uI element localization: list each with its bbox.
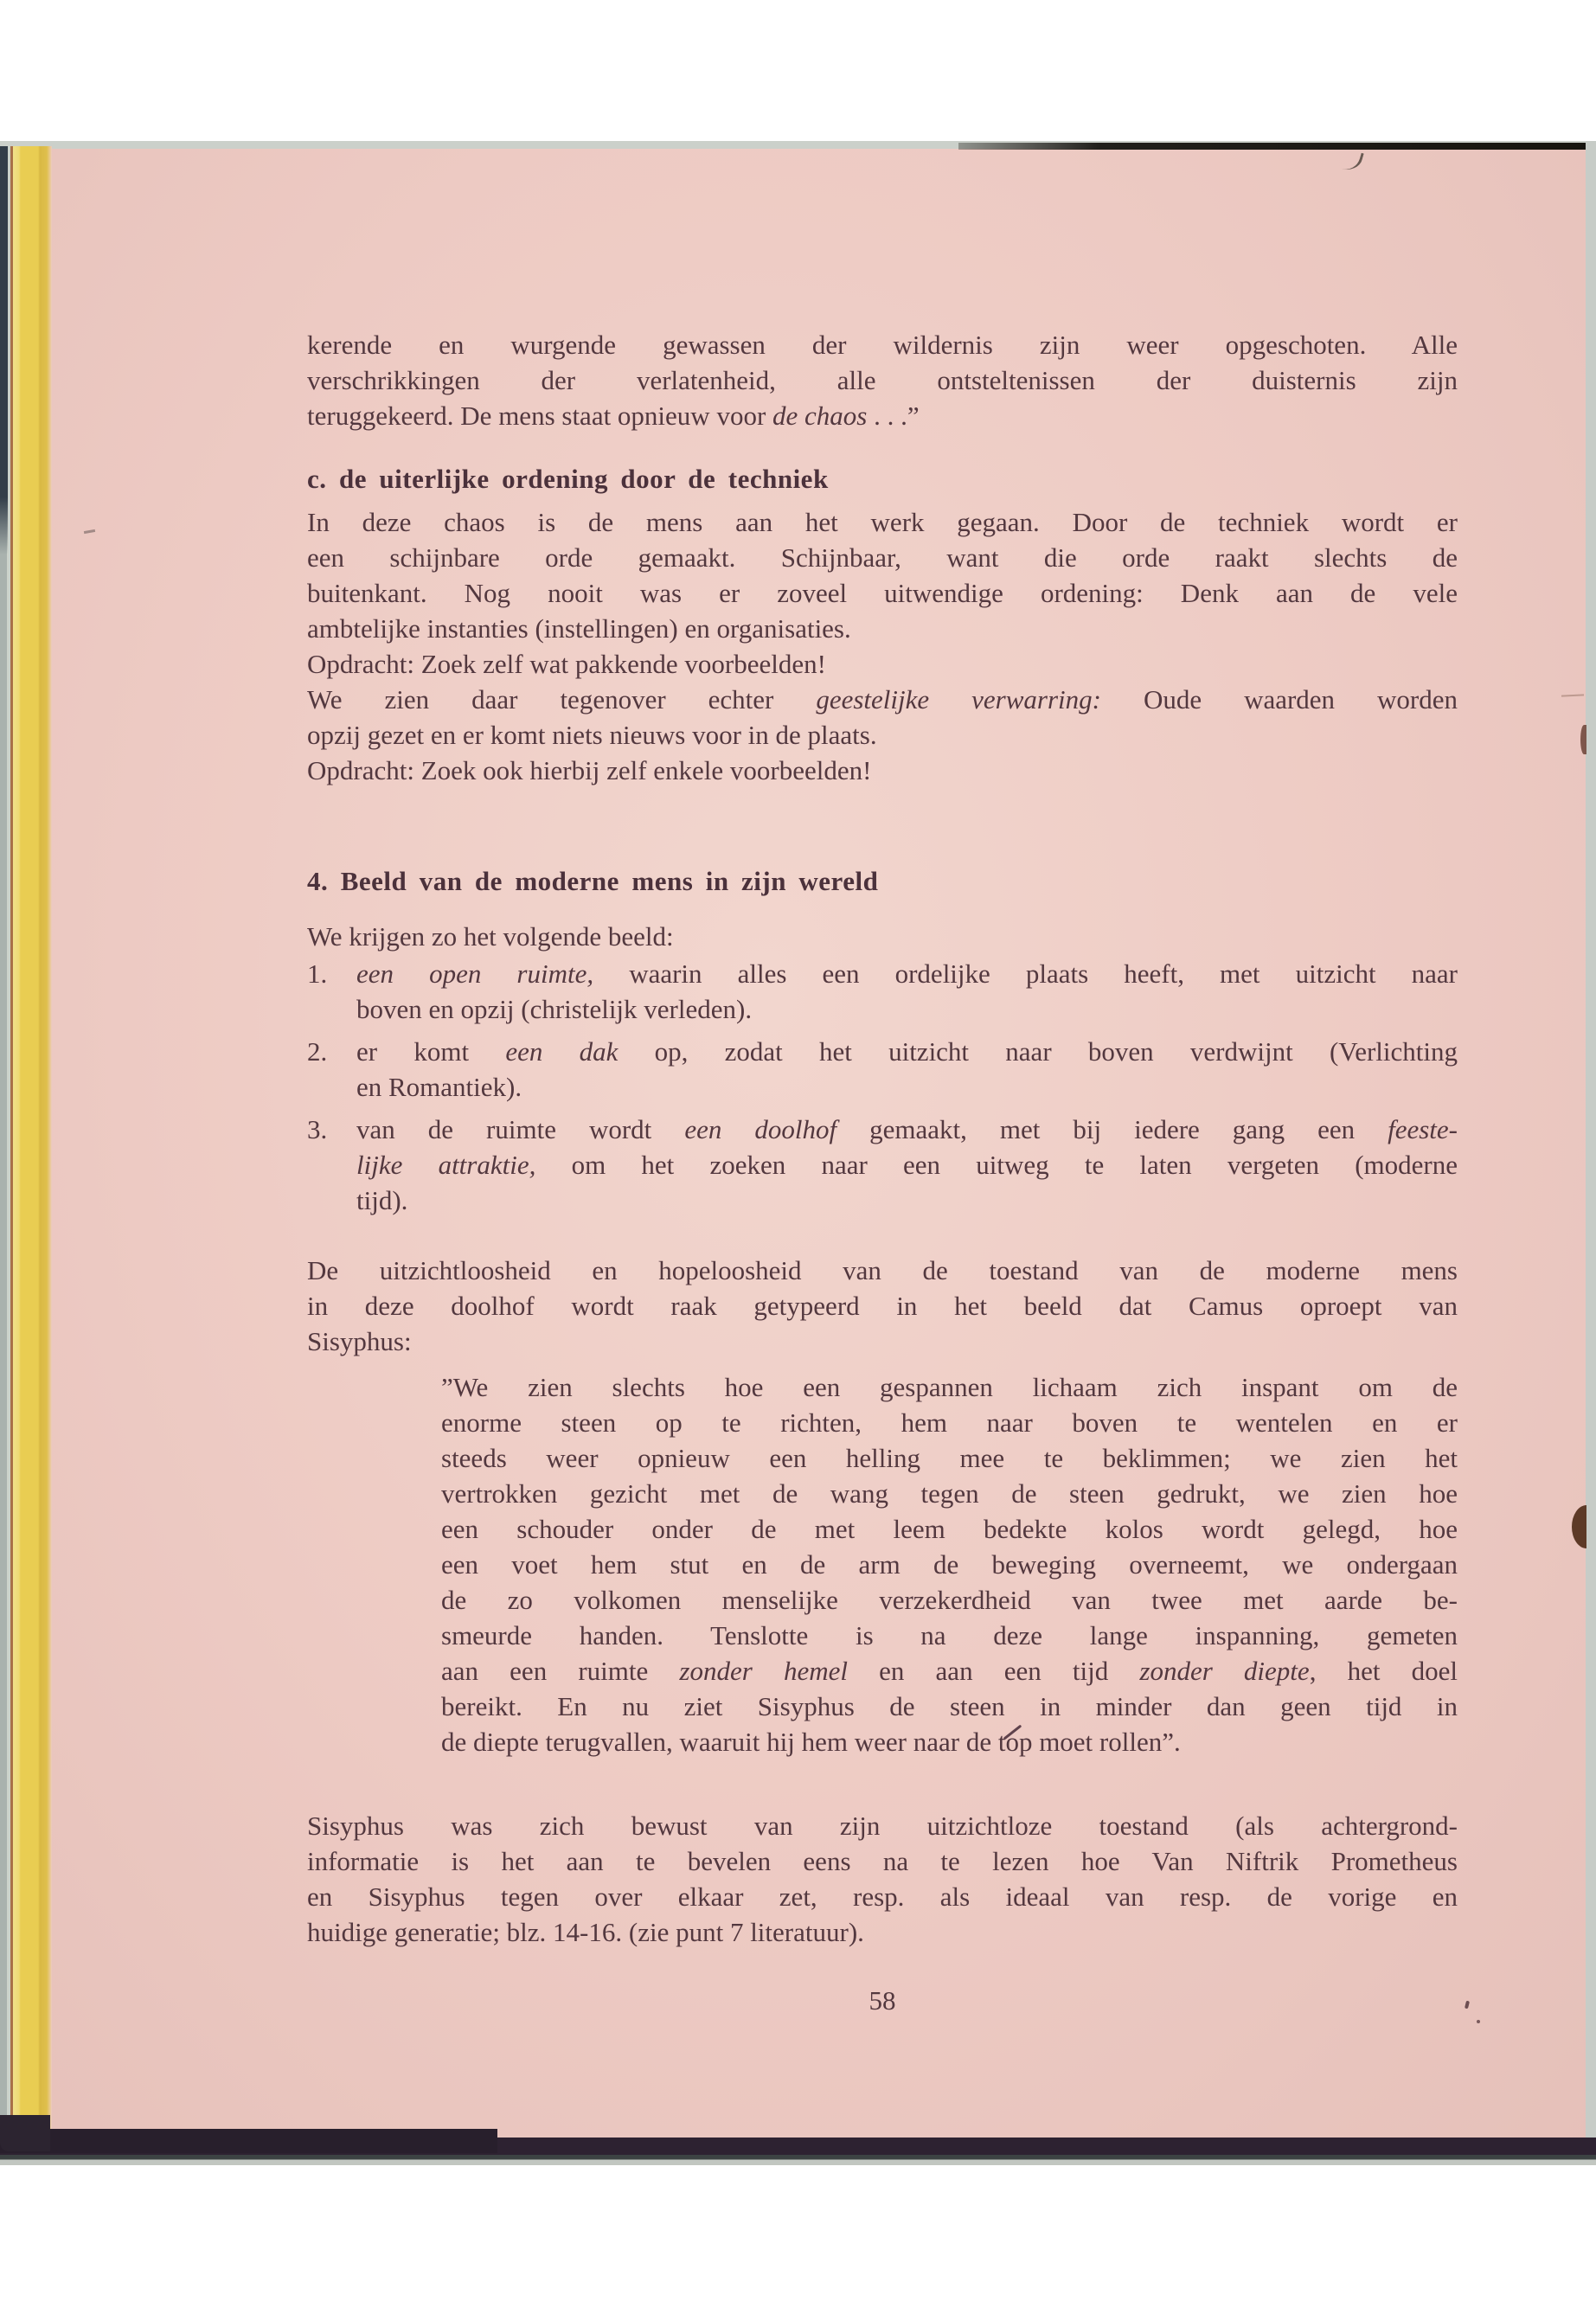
text-line <box>441 1476 1458 1511</box>
text: Opdracht: Zoek zelf wat pakkende voorbeelden! <box>307 649 826 679</box>
text: op, zodat het uitzicht naar boven verdwijnt (Verlichting <box>618 1036 1458 1067</box>
list-marker: 3. <box>307 1114 328 1144</box>
text-line <box>307 327 1458 362</box>
text: kerende en wurgende gewassen der wildernis zijn weer opgeschoten. Alle <box>307 330 1458 360</box>
text-line <box>356 956 1458 991</box>
heading-4-beeld-moderne-mens <box>307 863 1458 899</box>
paragraph-geestelijke-verwarring <box>307 682 1458 753</box>
text-line <box>307 461 1458 497</box>
scan-artifact-dot <box>1477 2020 1480 2023</box>
text-line <box>307 919 1458 954</box>
text: teruggekeerd. De mens staat opnieuw voor <box>307 401 773 431</box>
text: We zien daar tegenover echter <box>307 684 817 715</box>
text: De uitzichtloosheid en hopeloosheid van de toestand van de moderne mens <box>307 1255 1458 1285</box>
text-line <box>441 1440 1458 1476</box>
text: enorme steen op te richten, hem naar boven te wentelen en er <box>441 1407 1458 1438</box>
text: bereikt. En nu ziet Sisyphus de steen in minder dan geen tijd in <box>441 1691 1458 1721</box>
list-marker: 2. <box>307 1036 328 1067</box>
list-item <box>307 1112 1458 1218</box>
text: Sisyphus was zich bewust van zijn uitzichtloze toestand (als achtergrond- <box>307 1811 1458 1841</box>
text: ”We zien slechts hoe een gespannen lichaam zich inspant om de <box>441 1372 1458 1402</box>
text: c. de uiterlijke ordening door de techniek <box>307 464 829 494</box>
text-line <box>356 1112 1458 1147</box>
list-item <box>307 1034 1458 1105</box>
list-marker: 1. <box>307 958 328 989</box>
text-line <box>356 1034 1458 1069</box>
book-bottom-left-corner <box>0 2115 50 2151</box>
text: We krijgen zo het volgende beeld: <box>307 921 674 952</box>
text: en Sisyphus tegen over elkaar zet, resp. als ideaal van resp. de vorige en <box>307 1881 1458 1912</box>
page-number: 58 <box>869 1985 896 2016</box>
text-line <box>307 863 1458 899</box>
text: steeds weer opnieuw een helling mee te beklimmen; we zien het <box>441 1443 1458 1473</box>
list-item <box>307 956 1458 1027</box>
text: waarin alles een ordelijke plaats heeft, met uitzicht naar <box>593 958 1458 989</box>
book-page-photo <box>0 141 1596 2165</box>
text: en aan een tijd <box>847 1656 1140 1686</box>
text: de zo volkomen menselijke verzekerdheid van twee met aarde be- <box>441 1585 1458 1615</box>
page-text-column <box>307 327 1458 2018</box>
text-line <box>441 1405 1458 1440</box>
text: een schijnbare orde gemaakt. Schijnbaar, want die orde raakt slechts de <box>307 542 1458 573</box>
text: opzij gezet en er komt niets nieuws voor in de plaats. <box>307 720 877 750</box>
text: boven en opzij (christelijk verleden). <box>356 994 753 1024</box>
paragraph-opdracht-2 <box>307 753 1458 788</box>
text-line <box>307 646 1458 682</box>
text: . . .” <box>867 401 920 431</box>
scan-artifact-right-large <box>1572 1505 1586 1548</box>
text-line <box>307 1324 1458 1359</box>
text: er komt <box>356 1036 506 1067</box>
photo-right-margin <box>1586 141 1596 2165</box>
text: vertrokken gezicht met de wang tegen de steen gedrukt, we zien hoe <box>441 1478 1458 1509</box>
text: aan een ruimte <box>441 1656 680 1686</box>
text-line <box>356 1183 1458 1218</box>
text-line <box>307 575 1458 611</box>
italic-text: geestelijke verwarring: <box>816 684 1101 715</box>
text: in deze doolhof wordt raak getypeerd in het beeld dat Camus oproept van <box>307 1291 1458 1321</box>
text-line <box>441 1689 1458 1724</box>
numbered-list-beeld <box>307 956 1458 1218</box>
text-line <box>356 1069 1458 1105</box>
text-line <box>307 540 1458 575</box>
text: tijd). <box>356 1185 408 1215</box>
book-left-cover-edge <box>0 146 8 554</box>
text: verschrikkingen der verlatenheid, alle ontsteltenissen der duisternis zijn <box>307 365 1458 395</box>
text: Sisyphus: <box>307 1326 412 1356</box>
italic-text: een dak <box>505 1036 619 1067</box>
text: 4. Beeld van de moderne mens in zijn wereld <box>307 866 879 896</box>
paragraph-slot <box>307 1808 1458 1950</box>
text: In deze chaos is de mens aan het werk gegaan. Door de techniek wordt er <box>307 507 1458 537</box>
scan-artifact-dash <box>84 529 95 534</box>
book-bottom-edge-step <box>0 2129 497 2153</box>
paragraph-quote-continuation <box>307 327 1458 433</box>
italic-text: lijke attraktie, <box>356 1150 536 1180</box>
text-line <box>356 991 1458 1027</box>
italic-text: feeste- <box>1388 1114 1458 1144</box>
text: smeurde handen. Tenslotte is na deze lange inspanning, gemeten <box>441 1620 1458 1650</box>
text: buitenkant. Nog nooit was er zoveel uitwendige ordening: Denk aan de vele <box>307 578 1458 608</box>
italic-text: zonder hemel <box>679 1656 848 1686</box>
italic-text: een open ruimte, <box>356 958 594 989</box>
italic-text: zonder diepte <box>1139 1656 1310 1686</box>
text-line <box>356 1147 1458 1183</box>
text: de diepte terugvallen, waaruit hij hem weer naar de top moet rollen”. <box>441 1727 1181 1757</box>
text: en Romantiek). <box>356 1072 522 1102</box>
text-line <box>441 1547 1458 1582</box>
text-line <box>441 1369 1458 1405</box>
text-line <box>307 362 1458 398</box>
text-line <box>307 504 1458 540</box>
paragraph-techniek <box>307 504 1458 646</box>
text-line <box>307 1914 1458 1950</box>
heading-c-uiterlijke-ordening <box>307 461 1458 497</box>
scan-artifact-right-small <box>1580 725 1586 754</box>
text: , het doel <box>1309 1656 1458 1686</box>
text-line <box>441 1618 1458 1653</box>
blockquote-sisyphus <box>441 1369 1458 1759</box>
text: ambtelijke instanties (instellingen) en organisaties. <box>307 613 851 644</box>
text: huidige generatie; blz. 14-16. (zie punt 7 literatuur). <box>307 1917 864 1947</box>
book-left-page-edges <box>0 146 52 2165</box>
text-line <box>307 753 1458 788</box>
text: Opdracht: Zoek ook hierbij zelf enkele voorbeelden! <box>307 755 872 785</box>
text: een schouder onder de met leem bedekte kolos wordt gelegd, hoe <box>441 1514 1458 1544</box>
scan-scribble-mark <box>1334 146 1363 173</box>
text-line <box>441 1582 1458 1618</box>
text: van de ruimte wordt <box>356 1114 685 1144</box>
text: informatie is het aan te bevelen eens na te lezen hoe Van Niftrik Prometheus <box>307 1846 1458 1876</box>
italic-text: de chaos <box>772 401 868 431</box>
text-line <box>307 398 1458 433</box>
italic-text: een doolhof <box>684 1114 837 1144</box>
text-line <box>307 1879 1458 1914</box>
text-line <box>307 717 1458 753</box>
text-line <box>307 682 1458 717</box>
paragraph-opdracht-1 <box>307 646 1458 682</box>
text-line <box>307 611 1458 646</box>
text-line <box>307 1843 1458 1879</box>
paragraph-beeld-intro <box>307 919 1458 954</box>
text-line <box>441 1653 1458 1689</box>
paragraph-doolhof <box>307 1253 1458 1359</box>
text-line <box>441 1724 1458 1759</box>
text: een voet hem stut en de arm de beweging overneemt, we ondergaan <box>441 1549 1458 1580</box>
text: Oude waarden worden <box>1100 684 1458 715</box>
scan-artifact-hairline <box>1561 694 1584 696</box>
text-line <box>307 1808 1458 1843</box>
text-line <box>441 1511 1458 1547</box>
text-line <box>307 1288 1458 1324</box>
book-top-cover-line <box>958 143 1596 150</box>
text: om het zoeken naar een uitweg te laten vergeten (moderne <box>535 1150 1458 1180</box>
text-line <box>307 1253 1458 1288</box>
scan-artifact-comma <box>1465 2001 1470 2009</box>
text: gemaakt, met bij iedere gang een <box>836 1114 1388 1144</box>
